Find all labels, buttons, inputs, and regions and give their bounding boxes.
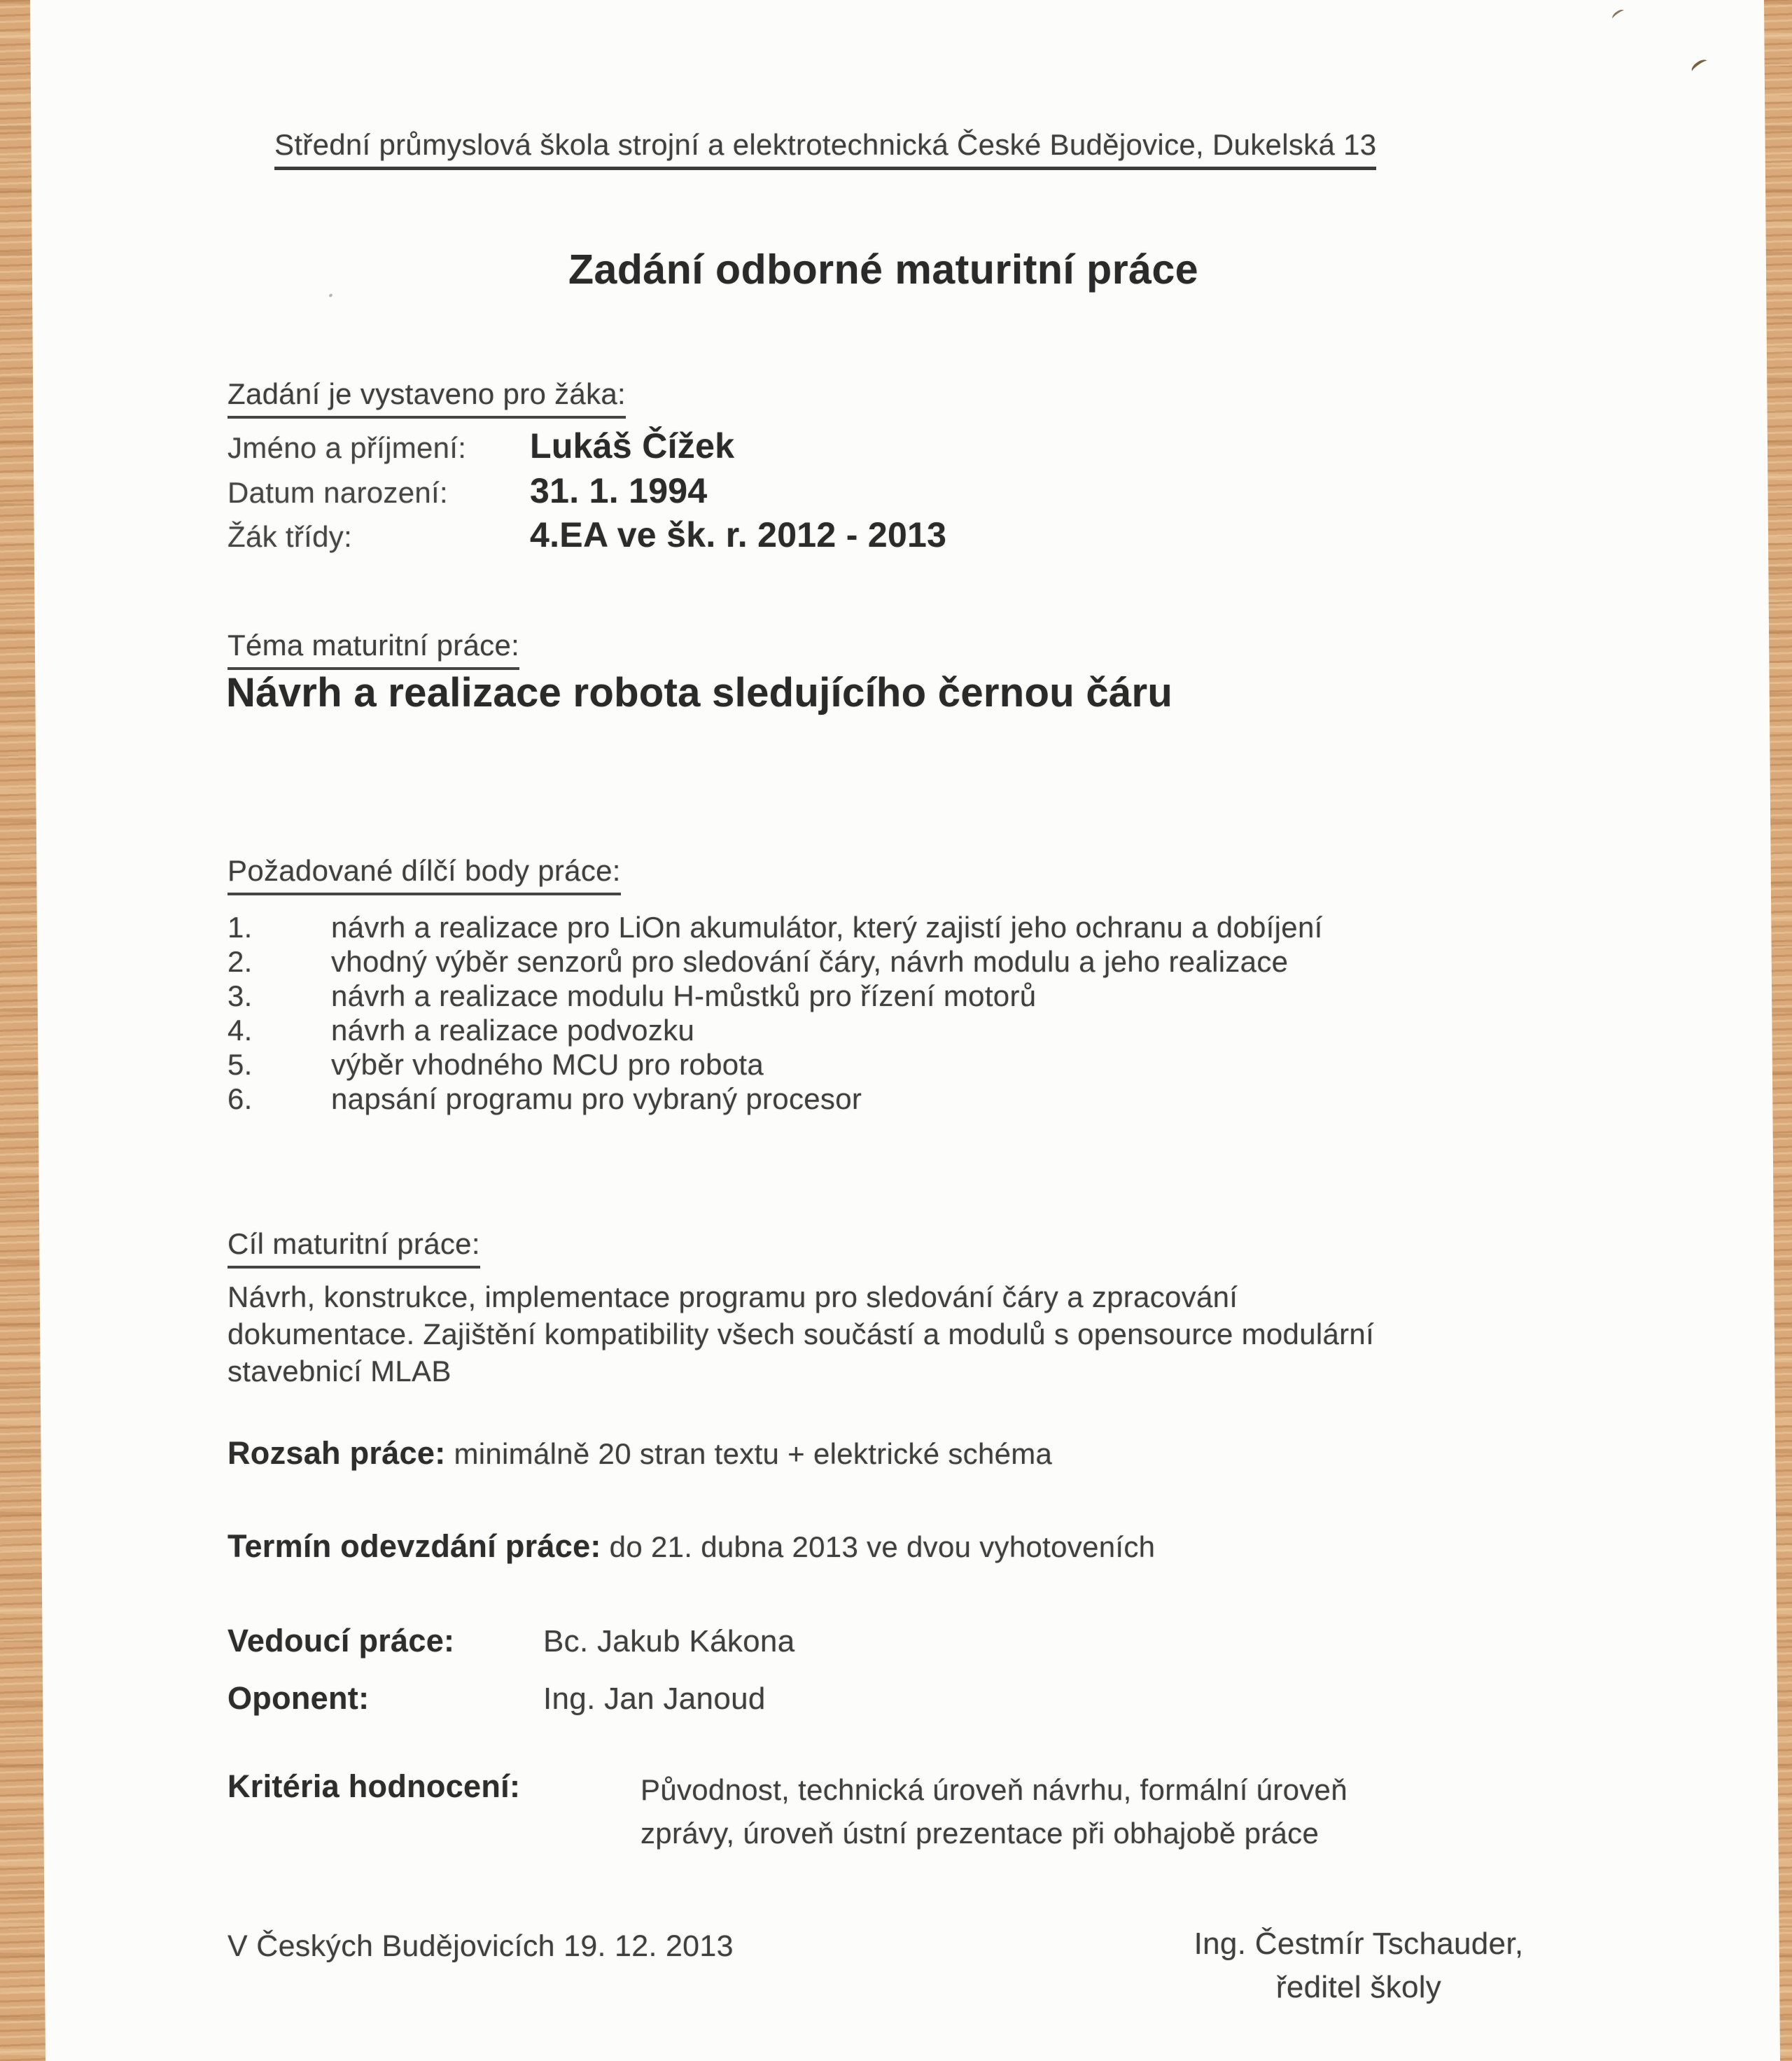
item-number: 1. xyxy=(227,911,253,944)
student-row-name xyxy=(227,426,734,466)
item-number: 4. xyxy=(227,1014,253,1047)
scope-label: Rozsah práce: xyxy=(227,1435,446,1471)
requirement-item xyxy=(227,1013,1323,1047)
school-header: Střední průmyslová škola strojní a elektrotechnická České Budějovice, Dukelská 13 xyxy=(274,128,1376,170)
signature-name: Ing. Čestmír Tschauder, xyxy=(1194,1927,1524,1961)
item-number: 5. xyxy=(227,1048,253,1081)
supervisor-row xyxy=(227,1623,794,1659)
deadline-line xyxy=(227,1528,1155,1565)
student-row-birthdate xyxy=(227,470,708,511)
student-class-label: Žák třídy: xyxy=(227,520,353,553)
student-class-value: 4.EA ve šk. r. 2012 - 2013 xyxy=(530,515,947,554)
item-text: návrh a realizace pro LiOn akumulátor, který zajistí jeho ochranu a dobíjení xyxy=(331,911,1323,944)
requirement-item xyxy=(227,1047,1323,1082)
student-name-label: Jméno a příjmení: xyxy=(227,431,467,464)
item-text: vhodný výběr senzorů pro sledování čáry, návrh modulu a jeho realizace xyxy=(331,945,1289,978)
goal-line: stavebnicí MLAB xyxy=(227,1355,451,1388)
opponent-value: Ing. Jan Janoud xyxy=(543,1682,766,1716)
deadline-value: do 21. dubna 2013 ve dvou vyhotoveních xyxy=(601,1530,1156,1563)
item-number: 3. xyxy=(227,979,253,1012)
wood-desk-edge-left xyxy=(0,0,49,2061)
criteria-row xyxy=(227,1768,1348,1855)
criteria-line: zprávy, úroveň ústní prezentace při obhajobě práce xyxy=(640,1817,1320,1850)
opponent-label: Oponent: xyxy=(227,1680,370,1716)
scan-artifact xyxy=(1690,57,1710,76)
criteria-label: Kritéria hodnocení: xyxy=(227,1768,521,1804)
item-number: 6. xyxy=(227,1082,253,1115)
scope-value: minimálně 20 stran textu + elektrické schéma xyxy=(445,1437,1053,1470)
goal-paragraph xyxy=(227,1278,1374,1390)
supervisor-value: Bc. Jakub Kákona xyxy=(543,1624,795,1658)
student-name-value: Lukáš Čížek xyxy=(530,426,735,466)
requirements-section-heading: Požadované dílčí body práce: xyxy=(227,854,621,895)
item-text: návrh a realizace modulu H-můstků pro řízení motorů xyxy=(331,979,1037,1012)
signature-block xyxy=(1170,1927,1548,2005)
student-section-heading: Zadání je vystaveno pro žáka: xyxy=(227,377,626,419)
scan-artifact xyxy=(1611,8,1626,22)
supervisor-label: Vedoucí práce: xyxy=(227,1623,455,1658)
footer-place-date: V Českých Budějovicích 19. 12. 2013 xyxy=(227,1929,734,1963)
document-title: Zadání odborné maturitní práce xyxy=(568,246,1199,293)
signature-role: ředitel školy xyxy=(1275,1970,1442,2004)
thesis-topic-title: Návrh a realizace robota sledujícího černou čáru xyxy=(226,670,1173,715)
student-row-class xyxy=(227,515,946,555)
item-text: výběr vhodného MCU pro robota xyxy=(331,1048,764,1081)
criteria-line: Původnost, technická úroveň návrhu, formální úroveň xyxy=(640,1773,1348,1806)
deadline-label: Termín odevzdání práce: xyxy=(227,1528,601,1564)
requirement-item xyxy=(227,1082,1323,1116)
wood-desk-edge-right xyxy=(1743,0,1792,2061)
item-text: návrh a realizace podvozku xyxy=(331,1014,695,1047)
goal-line: dokumentace. Zajištění kompatibility všech součástí a modulů s opensource modulární xyxy=(227,1318,1375,1350)
requirements-list xyxy=(227,910,1323,1116)
requirement-item xyxy=(227,944,1323,979)
goal-section-heading: Cíl maturitní práce: xyxy=(227,1227,480,1269)
topic-section-heading: Téma maturitní práce: xyxy=(227,629,519,670)
item-number: 2. xyxy=(227,945,253,978)
criteria-value xyxy=(640,1768,1348,1855)
goal-line: Návrh, konstrukce, implementace programu pro sledování čáry a zpracování xyxy=(227,1280,1238,1313)
scope-line xyxy=(227,1435,1052,1472)
scan-artifact xyxy=(328,293,332,298)
student-birthdate-value: 31. 1. 1994 xyxy=(530,471,708,510)
requirement-item xyxy=(227,910,1323,944)
opponent-row xyxy=(227,1680,766,1717)
student-birthdate-label: Datum narození: xyxy=(227,476,448,509)
requirement-item xyxy=(227,979,1323,1013)
item-text: napsání programu pro vybraný procesor xyxy=(331,1082,862,1115)
